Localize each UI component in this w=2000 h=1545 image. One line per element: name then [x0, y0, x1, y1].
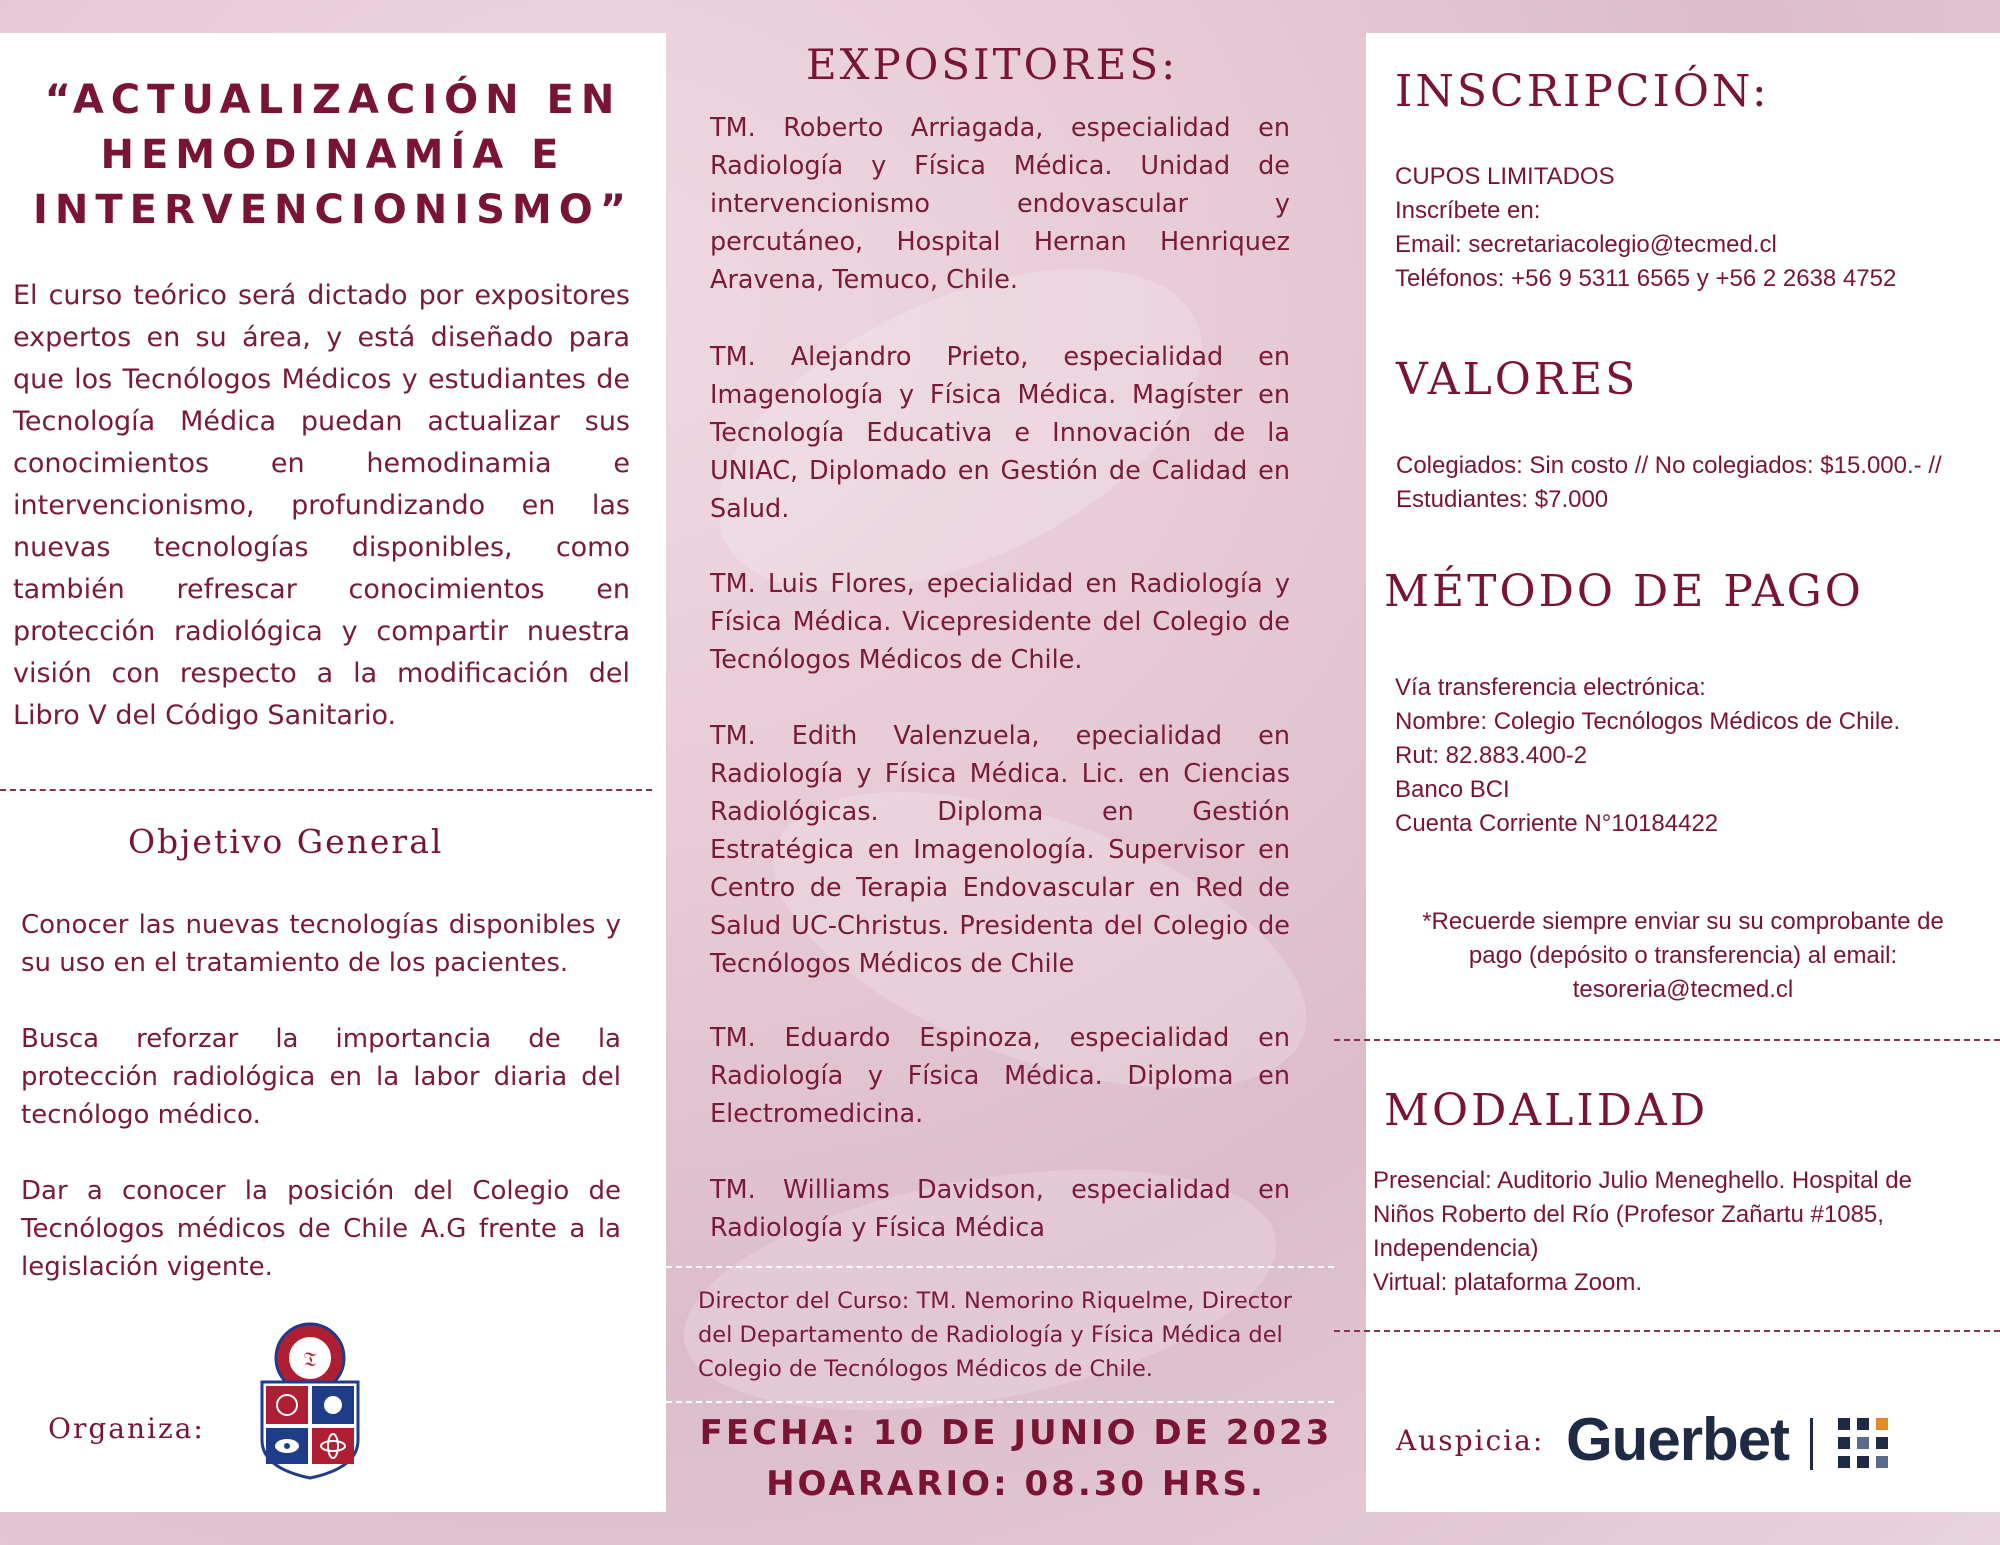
divider: [1334, 1330, 2000, 1332]
speaker-item: TM. Luis Flores, epecialidad en Radiología y Física Médica. Vicepresidente del Colegio de Tecnólogos Médicos de Chile.: [710, 569, 1290, 675]
auspicia-label: Auspicia:: [1396, 1424, 1545, 1457]
title-line: HEMODINAMÍA E: [100, 132, 566, 178]
divider: [0, 789, 652, 791]
info-line: *Recuerde siempre enviar su su comprobante de: [1422, 908, 1944, 935]
info-line: CUPOS LIMITADOS: [1395, 163, 1615, 190]
course-intro: El curso teórico será dictado por expositores expertos en su área, y está diseñado para que los Tecnólogos Médicos y estudiantes de Tecnología Médica puedan actualizar sus conocimientos en hemodinamia e intervencionismo, profundizando en las nuevas tecnologías disponibles, como también refrescar conocimientos en protección radiológica y compartir nuestra visión con respecto a la modificación del Libro V del Código Sanitario.: [13, 280, 630, 731]
speaker-item: TM. Roberto Arriagada, especialidad en Radiología y Física Médica. Unidad de intervencionismo endovascular y percutáneo, Hospital Hernan Henriquez Aravena, Temuco, Chile.: [710, 113, 1290, 295]
left-panel: [0, 33, 666, 1512]
info-line: Presencial: Auditorio Julio Meneghello. Hospital de: [1373, 1167, 1912, 1194]
info-line: Banco BCI: [1395, 776, 1510, 803]
sponsor-logo: Guerbet: [1566, 1406, 1790, 1473]
divider: [666, 1266, 1334, 1268]
event-date: FECHA: 10 DE JUNIO DE 2023: [699, 1413, 1333, 1453]
phone-line: Teléfonos: +56 9 5311 6565 y +56 2 2638 4752: [1395, 265, 1897, 292]
course-title: [0, 73, 666, 238]
email-link[interactable]: Email: secretariacolegio@tecmed.cl: [1395, 231, 1777, 258]
objective-item: Conocer las nuevas tecnologías disponibles y su uso en el tratamiento de los pacientes.: [21, 910, 621, 978]
inscripcion-info: [1395, 160, 1896, 296]
event-time: HOARARIO: 08.30 HRS.: [766, 1464, 1266, 1504]
inscripcion-heading: INSCRIPCIÓN:: [1395, 66, 1770, 117]
modalidad-heading: MODALIDAD: [1384, 1085, 1709, 1136]
objective-heading: Objetivo General: [128, 822, 444, 861]
objective-item: Busca reforzar la importancia de la protección radiológica en la labor diaria del tecnólogo médico.: [21, 1024, 621, 1130]
speaker-item: TM. Edith Valenzuela, epecialidad en Radiología y Física Médica. Lic. en Ciencias Radiológicas. Diploma en Gestión Estratégica en Imagenología. Supervisor en Centro de Terapia Endovascular en Red de Salud UC-Christus. Presidenta del Colegio de Tecnólogos Médicos de Chile: [710, 721, 1290, 979]
sponsor-divider: [1810, 1418, 1813, 1470]
info-line: Niños Roberto del Río (Profesor Zañartu #1085,: [1373, 1201, 1884, 1228]
info-line: Estudiantes: $7.000: [1396, 486, 1609, 513]
title-line: “ACTUALIZACIÓN EN: [44, 77, 622, 123]
modalidad-info: [1373, 1164, 1912, 1300]
divider: [666, 1401, 1334, 1403]
speaker-item: TM. Alejandro Prieto, especialidad en Imagenología y Física Médica. Magíster en Tecnología Educativa e Innovación de la UNIAC, Diplomado en Gestión de Calidad en Salud.: [710, 342, 1290, 524]
sponsor-grid-icon: [1838, 1418, 1888, 1468]
speaker-item: TM. Williams Davidson, especialidad en Radiología y Física Médica: [710, 1175, 1290, 1243]
course-director: Director del Curso: TM. Nemorino Riquelme, Director del Departamento de Radiología y Física Médica del Colegio de Tecnólogos Médicos de Chile.: [698, 1288, 1292, 1382]
info-line: Virtual: plataforma Zoom.: [1373, 1269, 1643, 1296]
svg-text:𝔗: 𝔗: [303, 1347, 317, 1371]
info-line: Rut: 82.883.400-2: [1395, 742, 1588, 769]
payment-note: [1366, 905, 2000, 1007]
pago-info: [1395, 671, 1900, 841]
expositores-heading: EXPOSITORES:: [806, 40, 1179, 89]
speaker-item: TM. Eduardo Espinoza, especialidad en Radiología y Física Médica. Diploma en Electromedicina.: [710, 1023, 1290, 1129]
pago-heading: MÉTODO DE PAGO: [1384, 566, 1864, 617]
organiza-label: Organiza:: [48, 1412, 205, 1445]
info-line: Colegiados: Sin costo // No colegiados: $15.000.- //: [1396, 452, 1942, 479]
valores-info: [1396, 449, 1942, 517]
info-line: pago (depósito o transferencia) al email:: [1468, 942, 1898, 969]
divider: [1334, 1039, 2000, 1041]
info-line: Nombre: Colegio Tecnólogos Médicos de Chile.: [1395, 708, 1901, 735]
info-line: Independencia): [1373, 1235, 1539, 1262]
title-line: INTERVENCIONISMO”: [32, 187, 634, 233]
email-link[interactable]: tesoreria@tecmed.cl: [1572, 976, 1794, 1003]
info-line: Cuenta Corriente N°10184422: [1395, 810, 1719, 837]
info-line: Inscríbete en:: [1395, 197, 1541, 224]
objective-item: Dar a conocer la posición del Colegio de Tecnólogos médicos de Chile A.G frente a la legislación vigente.: [21, 1176, 621, 1282]
info-line: Vía transferencia electrónica:: [1395, 674, 1706, 701]
valores-heading: VALORES: [1396, 354, 1639, 405]
organizer-logo: [258, 1320, 362, 1480]
